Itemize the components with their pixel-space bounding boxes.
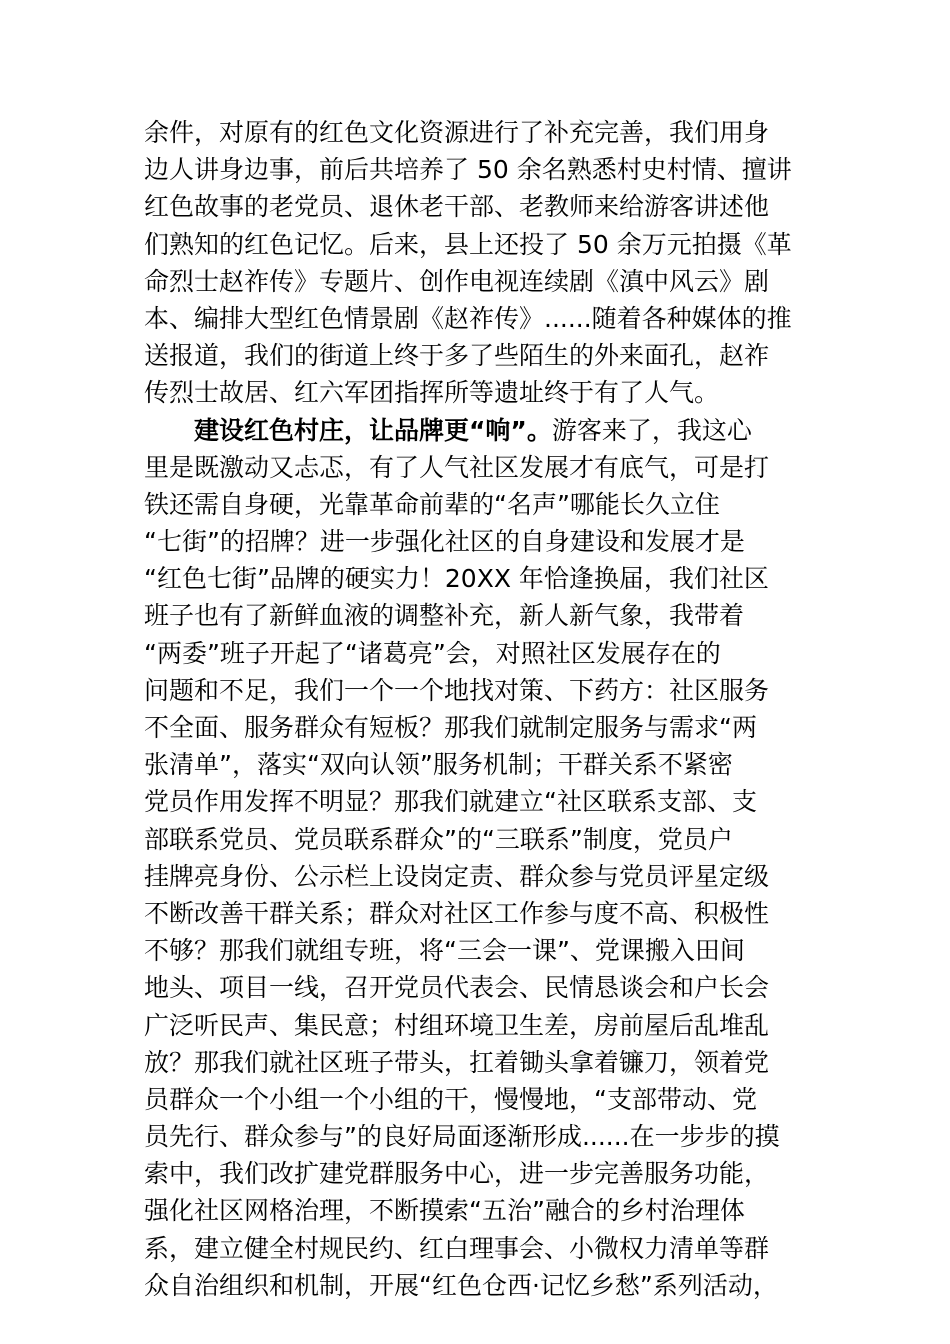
text-line: 员先行、群众参与”的良好局面逐渐形成......在一步步的摸 [144, 1122, 780, 1152]
heading-line-rest: 游客来了，我这心 [551, 415, 752, 445]
paragraph-first-line [144, 412, 844, 449]
text-line: 地头、项目一线，召开党员代表会、民情恳谈会和户长会 [144, 973, 770, 1003]
document-body [144, 114, 844, 1304]
text-line: 党员作用发挥不明显？那我们就建立“社区联系支部、支 [144, 787, 757, 817]
text-line: 员群众一个小组一个小组的干，慢慢地，“支部带动、党 [144, 1084, 757, 1114]
text-line: 张清单”，落实“双向认领”服务机制；干群关系不紧密 [144, 750, 733, 780]
text-line: 班子也有了新鲜血液的调整补充，新人新气象，我带着 [144, 601, 745, 631]
text-line: 挂牌亮身份、公示栏上设岗定责、群众参与党员评星定级 [144, 861, 770, 891]
text-line: 边人讲身边事，前后共培养了 50 余名熟悉村史村情、擅讲 [144, 155, 792, 185]
paragraph-heading: 建设红色村庄，让品牌更“响”。 [194, 415, 552, 445]
text-line: 问题和不足，我们一个一个地找对策、下药方：社区服务 [144, 675, 770, 705]
text-line: 部联系党员、党员联系群众”的“三联系”制度，党员户 [144, 824, 733, 854]
text-line: 余件，对原有的红色文化资源进行了补充完善，我们用身 [144, 118, 770, 147]
text-line: 命烈士赵祚传》专题片、创作电视连续剧《滇中风云》剧 [144, 266, 770, 296]
text-line: 本、编排大型红色情景剧《赵祚传》......随着各种媒体的推 [144, 303, 792, 333]
text-line: 系，建立健全村规民约、红白理事会、小微权力清单等群 [144, 1233, 770, 1263]
text-line: “七街”的招牌？进一步强化社区的自身建设和发展才是 [144, 527, 745, 557]
text-line: “两委”班子开起了“诸葛亮”会，对照社区发展存在的 [144, 638, 721, 668]
text-line: 红色故事的老党员、退休老干部、老教师来给游客讲述他 [144, 192, 770, 222]
text-line: 不够？那我们就组专班，将“三会一课”、党课搬入田间 [144, 936, 745, 966]
text-line: 放？那我们就社区班子带头，扛着锄头拿着镰刀，领着党 [144, 1047, 770, 1077]
text-line: 强化社区网格治理，不断摸索“五治”融合的乡村治理体 [144, 1196, 745, 1226]
text-line: “红色七街”品牌的硬实力！20XX 年恰逢换届，我们社区 [144, 564, 769, 594]
text-line: 众自治组织和机制，开展“红色仓西·记忆乡愁”系列活动， [144, 1270, 778, 1300]
paragraph-2 [144, 412, 844, 1305]
text-line: 广泛听民声、集民意；村组环境卫生差，房前屋后乱堆乱 [144, 1010, 770, 1040]
text-line: 里是既激动又忐忑，有了人气社区发展才有底气，可是打 [144, 452, 770, 482]
text-line: 不全面、服务群众有短板？那我们就制定服务与需求“两 [144, 713, 757, 742]
text-line: 索中，我们改扩建党群服务中心，进一步完善服务功能， [144, 1159, 770, 1189]
text-line: 铁还需自身硬，光靠革命前辈的“名声”哪能长久立住 [144, 489, 720, 519]
text-line: 们熟知的红色记忆。后来，县上还投了 50 余万元拍摄《革 [144, 229, 792, 259]
text-line: 不断改善干群关系；群众对社区工作参与度不高、积极性 [144, 898, 770, 928]
paragraph-1 [144, 114, 844, 412]
text-line: 送报道，我们的街道上终于多了些陌生的外来面孔，赵祚 [144, 341, 770, 371]
text-line: 传烈士故居、红六军团指挥所等遗址终于有了人气。 [144, 378, 720, 408]
